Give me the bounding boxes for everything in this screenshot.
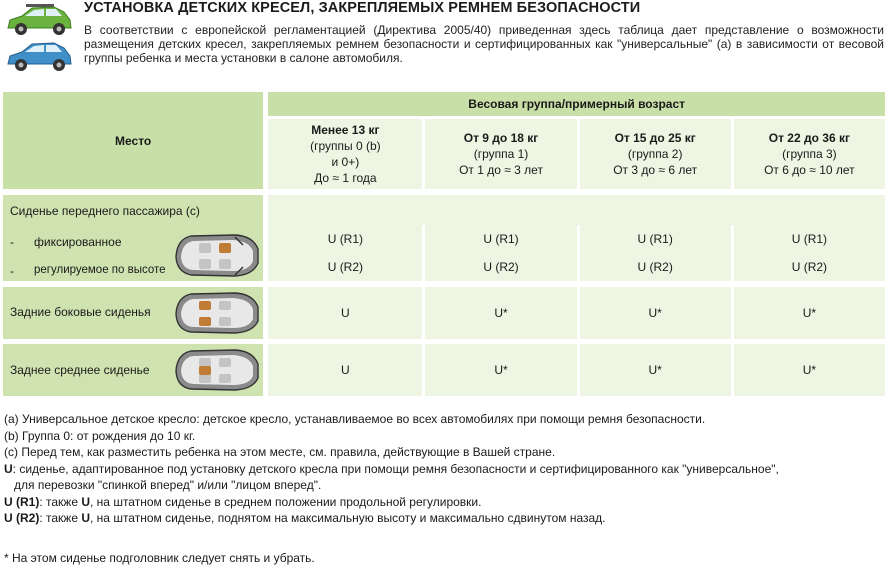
header: [0, 0, 891, 80]
weight-group-3: От 22 до 36 кг (группа 3) От 6 до ≈ 10 лет: [731, 119, 885, 189]
intro-text: В соответствии с европейской регламентацией (Директива 2005/40) приведенная здесь таблица дает представление о возможности размещения детских кресел, закрепляемых ремнем безопасности и сертифицированных как "универсальные" (a) в зависимости от весовой группы ребенка и места установки в салоне автомобиля.: [84, 23, 884, 65]
blue-car-icon: [4, 40, 74, 74]
front-r2-g3: U (R2): [731, 253, 885, 281]
rear-side-place: Задние боковые сиденья: [3, 287, 263, 339]
footnotes: [4, 411, 888, 527]
footnote-u-cont: для перевозки "спинкой вперед" и/или "лицом вперед".: [14, 478, 322, 492]
car-seat-rear-middle-icon: [173, 347, 261, 393]
rear-side-g0: U: [268, 287, 422, 339]
weight-group-0: Менее 13 кг (группы 0 (b) и 0+) До ≈ 1 года: [268, 119, 422, 189]
green-car-icon: [4, 4, 74, 38]
footnote-r2: U (R2): также U, на штатном сиденье, поднятом на максимальную высоту и максимально сдвинутом назад.: [4, 511, 606, 525]
rear-middle-g0: U: [268, 344, 422, 396]
footnote-a: (a) Универсальное детское кресло: детское кресло, устанавливаемое во всех автомобилях при помощи ремня безопасности.: [4, 412, 706, 426]
footnote-u: U: сиденье, адаптированное под установку детского кресла при помощи ремня безопасности и сертифицированного как "универсальное",: [4, 461, 779, 476]
footnote-star: * На этом сиденье подголовник следует снять и убрать.: [4, 551, 315, 565]
footnote-b: (b) Группа 0: от рождения до 10 кг.: [4, 428, 196, 443]
rear-middle-g1: U*: [422, 344, 576, 396]
rear-side-g2: U*: [577, 287, 731, 339]
rear-side-g1: U*: [422, 287, 576, 339]
place-header: Место: [3, 92, 263, 189]
rear-middle-g3: U*: [731, 344, 885, 396]
footnote-c: (c) Перед тем, как разместить ребенка на этом месте, см. правила, действующие в Вашей стране.: [4, 445, 556, 459]
front-r1-g2: U (R1): [577, 225, 731, 253]
front-r1-g3: U (R1): [731, 225, 885, 253]
front-seat-place: Сиденье переднего пассажира (c) - фиксированное - регулируемое по высоте: [3, 195, 263, 281]
footnote-r1: U (R1): также U, на штатном сиденье в среднем положении продольной регулировки.: [4, 494, 482, 509]
weight-group-header: Весовая группа/примерный возраст: [268, 92, 885, 119]
child-seat-table: [3, 92, 885, 396]
page-title: УСТАНОВКА ДЕТСКИХ КРЕСЕЛ, ЗАКРЕПЛЯЕМЫХ РЕМНЕМ БЕЗОПАСНОСТИ: [84, 0, 641, 16]
rear-side-g3: U*: [731, 287, 885, 339]
rear-middle-place: Заднее среднее сиденье: [3, 344, 263, 396]
front-r2-g1: U (R2): [422, 253, 576, 281]
front-r1-g0: U (R1): [268, 225, 422, 253]
rear-middle-g2: U*: [577, 344, 731, 396]
weight-group-1: От 9 до 18 кг (группа 1) От 1 до ≈ 3 лет: [422, 119, 576, 189]
car-seat-rear-side-icon: [173, 290, 261, 336]
front-r2-g0: U (R2): [268, 253, 422, 281]
weight-group-2: От 15 до 25 кг (группа 2) От 3 до ≈ 6 лет: [577, 119, 731, 189]
car-seat-front-icon: [173, 231, 261, 279]
front-r1-g1: U (R1): [422, 225, 576, 253]
front-r2-g2: U (R2): [577, 253, 731, 281]
